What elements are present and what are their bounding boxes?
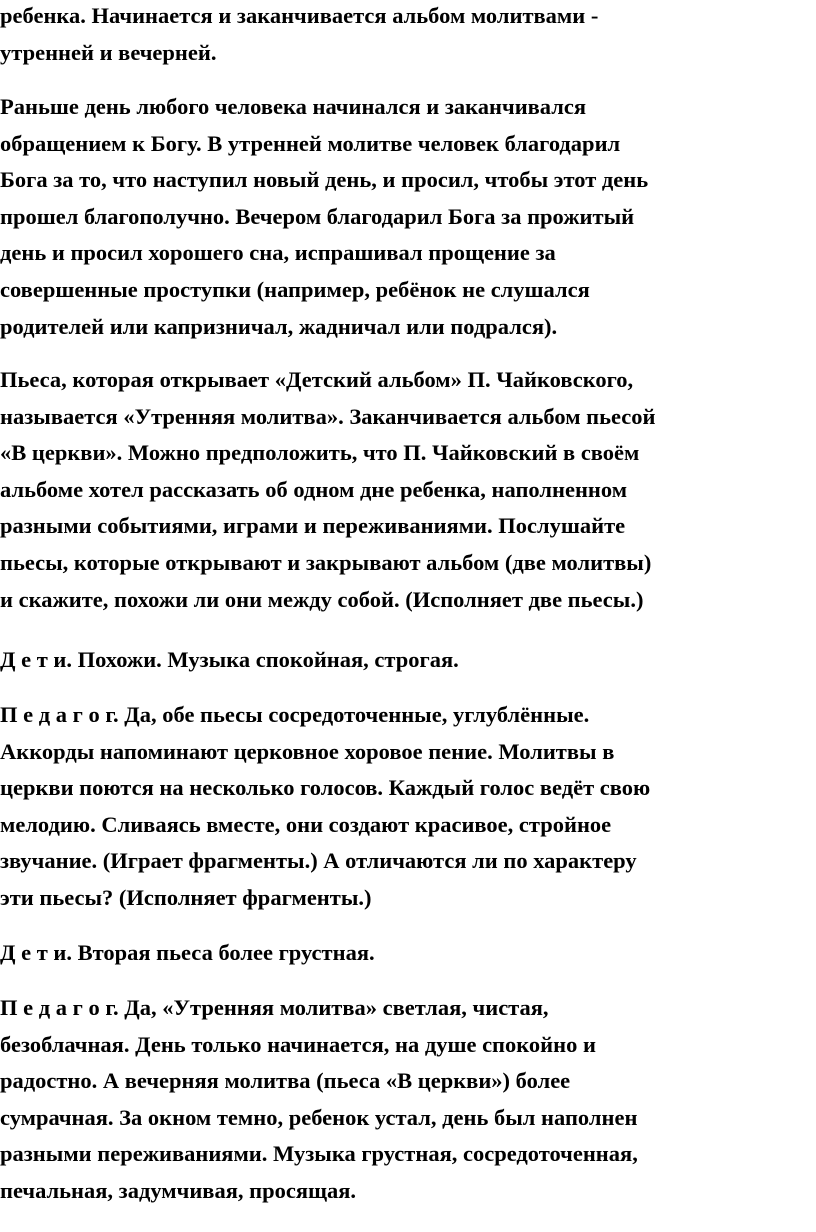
text-line: Д е т и. Похожи. Музыка спокойная, строгая. [0, 647, 459, 672]
text-line: П е д а г о г. Да, обе пьесы сосредоточенные, углублённые. [0, 702, 590, 727]
text-line: радостно. А вечерняя молитва (пьеса «В церкви») более [0, 1068, 571, 1094]
text-line: Бога за то, что наступил новый день, и просил, чтобы этот день [0, 167, 649, 193]
text-line: эти пьесы? (Исполняет фрагменты.) [0, 884, 372, 910]
paragraph-teacher-reply-1 [0, 697, 650, 917]
text-line: совершенные проступки (например, ребёнок не слушался [0, 276, 590, 302]
text-line: прошел благополучно. Вечером благодарил Бога за прожитый [0, 203, 635, 229]
text-line: церкви поются на несколько голосов. Каждый голос ведёт свою [0, 775, 651, 801]
text-line: мелодию. Сливаясь вместе, они создают красивое, стройное [0, 811, 612, 837]
text-line: родителей или капризничал, жадничал или подрался). [0, 313, 558, 339]
paragraph-prayer-tradition [0, 89, 648, 345]
text-line: утренней и вечерней. [0, 39, 217, 65]
text-line: Д е т и. Вторая пьеса более грустная. [0, 940, 375, 965]
text-line: печальная, задумчивая, просящая. [0, 1177, 357, 1203]
text-line: называется «Утренняя молитва». Заканчивается альбом пьесой [0, 403, 656, 429]
text-line: Раньше день любого человека начинался и заканчивался [0, 94, 587, 119]
text-line: обращением к Богу. В утренней молитве человек благодарил [0, 130, 621, 156]
text-line: «В церкви». Можно предположить, что П. Чайковский в своём [0, 440, 640, 466]
text-line: безоблачная. День только начинается, на душе спокойно и [0, 1031, 596, 1057]
text-line: и скажите, похожи ли они между собой. (Исполняет две пьесы.) [0, 586, 644, 612]
text-line: пьесы, которые открывают и закрывают альбом (две молитвы) [0, 549, 652, 575]
paragraph-childrens-album [0, 362, 655, 618]
text-line: Пьеса, которая открывает «Детский альбом» П. Чайковского, [0, 367, 634, 392]
text-line: альбоме хотел рассказать об одном дне ребенка, наполненном [0, 476, 628, 502]
text-line: разными переживаниями. Музыка грустная, сосредоточенная, [0, 1141, 638, 1167]
text-line: Аккорды напоминают церковное хоровое пение. Молитвы в [0, 738, 615, 764]
text-line: разными событиями, играми и переживаниями. Послушайте [0, 513, 626, 539]
paragraph-children-reply-1 [0, 642, 459, 679]
paragraph-album-prayers [0, 0, 598, 71]
text-line: П е д а г о г. Да, «Утренняя молитва» светлая, чистая, [0, 995, 549, 1020]
text-line: сумрачная. За окном темно, ребенок устал, день был наполнен [0, 1104, 638, 1130]
text-line: день и просил хорошего сна, испрашивал прощение за [0, 240, 556, 266]
paragraph-children-reply-2 [0, 935, 375, 972]
paragraph-teacher-reply-2 [0, 990, 638, 1210]
text-line: ребенка. Начинается и заканчивается альбом молитвами - [0, 3, 599, 28]
text-line: звучание. (Играет фрагменты.) А отличаются ли по характеру [0, 848, 637, 874]
